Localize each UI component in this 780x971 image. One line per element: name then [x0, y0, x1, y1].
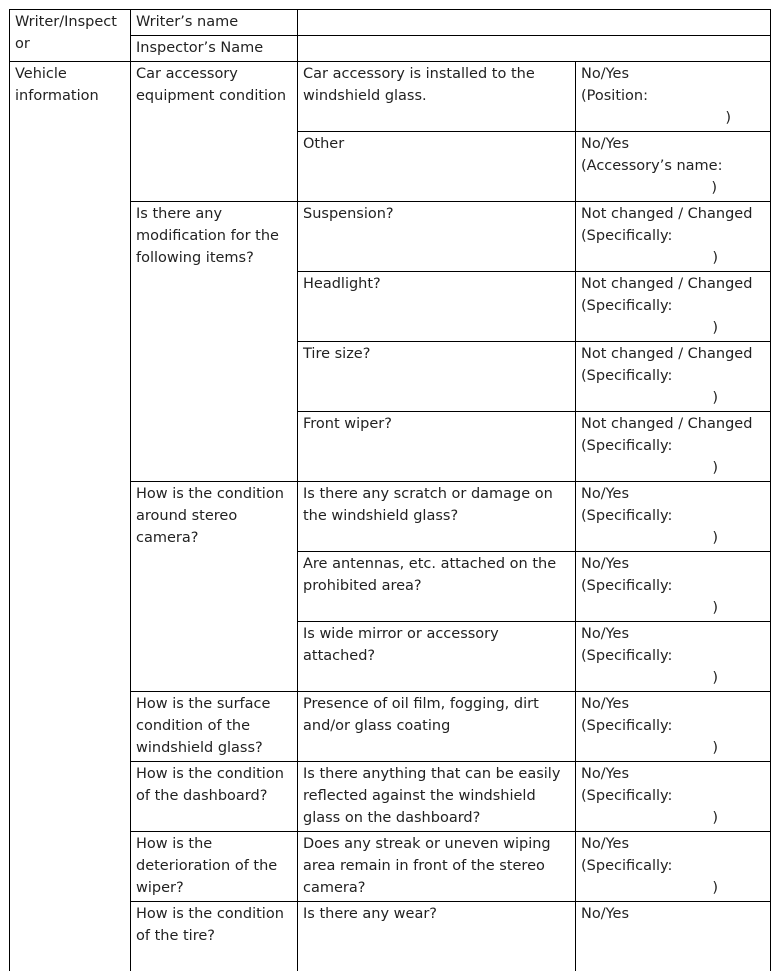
item-text: Does any streak or uneven wiping area remain in front of the stereo camera?	[298, 832, 576, 902]
answer-close: )	[581, 247, 765, 269]
answer-cell[interactable]	[576, 412, 771, 482]
answer-detail: (Accessory’s name:	[581, 155, 765, 177]
writer-name-field[interactable]	[298, 10, 771, 36]
item-text: Other	[298, 132, 576, 202]
answer-cell[interactable]	[576, 622, 771, 692]
item-text: Tire size?	[298, 342, 576, 412]
answer-options: Not changed / Changed	[581, 343, 765, 365]
answer-options: No/Yes	[581, 903, 765, 925]
answer-cell[interactable]	[576, 902, 771, 971]
item-text: Is wide mirror or accessory attached?	[298, 622, 576, 692]
item-text: Are antennas, etc. attached on the prohibited area?	[298, 552, 576, 622]
item-text: Presence of oil film, fogging, dirt and/or glass coating	[298, 692, 576, 762]
writer-row	[10, 10, 771, 36]
answer-close: )	[581, 527, 765, 549]
answer-detail: (Specifically:	[581, 715, 765, 737]
item-text: Car accessory is installed to the windshield glass.	[298, 62, 576, 132]
item-text: Front wiper?	[298, 412, 576, 482]
group-question: How is the condition around stereo camera?	[131, 482, 298, 692]
answer-close: )	[581, 317, 765, 339]
answer-options: No/Yes	[581, 553, 765, 575]
answer-cell[interactable]	[576, 692, 771, 762]
item-text: Is there any wear?	[298, 902, 576, 971]
group-question: Car accessory equipment condition	[131, 62, 298, 202]
group-question: How is the condition of the dashboard?	[131, 762, 298, 832]
answer-options: No/Yes	[581, 133, 765, 155]
answer-close: )	[581, 457, 765, 479]
section-label: Vehicle information	[10, 62, 131, 971]
answer-close: )	[581, 107, 765, 129]
item-text: Is there any scratch or damage on the windshield glass?	[298, 482, 576, 552]
answer-detail: (Specifically:	[581, 365, 765, 387]
answer-detail: (Position:	[581, 85, 765, 107]
answer-options: Not changed / Changed	[581, 203, 765, 225]
answer-cell[interactable]	[576, 342, 771, 412]
answer-close: )	[581, 737, 765, 759]
item-text: Headlight?	[298, 272, 576, 342]
answer-close: )	[581, 667, 765, 689]
answer-detail: (Specifically:	[581, 575, 765, 597]
answer-options: Not changed / Changed	[581, 413, 765, 435]
item-text: Is there anything that can be easily reflected against the windshield glass on the dashboard?	[298, 762, 576, 832]
answer-close: )	[581, 807, 765, 829]
answer-close: )	[581, 387, 765, 409]
answer-options: No/Yes	[581, 623, 765, 645]
role-label: Writer/Inspect or	[10, 10, 131, 62]
answer-close: )	[581, 177, 765, 199]
answer-options: No/Yes	[581, 763, 765, 785]
group-question: Is there any modification for the following items?	[131, 202, 298, 482]
answer-detail: (Specifically:	[581, 435, 765, 457]
answer-options: No/Yes	[581, 833, 765, 855]
group-question: How is the deterioration of the wiper?	[131, 832, 298, 902]
answer-detail: (Specifically:	[581, 645, 765, 667]
inspection-form-table	[9, 9, 771, 971]
answer-detail: (Specifically:	[581, 295, 765, 317]
answer-detail: (Specifically:	[581, 855, 765, 877]
group-question: How is the condition of the tire?	[131, 902, 298, 971]
answer-cell[interactable]	[576, 202, 771, 272]
answer-close: )	[581, 877, 765, 899]
answer-options: No/Yes	[581, 63, 765, 85]
answer-cell[interactable]	[576, 62, 771, 132]
answer-detail: (Specifically:	[581, 785, 765, 807]
answer-cell[interactable]	[576, 272, 771, 342]
inspector-name-label: Inspector’s Name	[131, 36, 298, 62]
answer-cell[interactable]	[576, 132, 771, 202]
answer-close: )	[581, 597, 765, 619]
answer-options: No/Yes	[581, 483, 765, 505]
answer-cell[interactable]	[576, 762, 771, 832]
answer-options: Not changed / Changed	[581, 273, 765, 295]
table-row	[10, 62, 771, 132]
answer-cell[interactable]	[576, 482, 771, 552]
group-question: How is the surface condition of the windshield glass?	[131, 692, 298, 762]
answer-cell[interactable]	[576, 832, 771, 902]
writer-name-label: Writer’s name	[131, 10, 298, 36]
answer-cell[interactable]	[576, 552, 771, 622]
inspector-name-field[interactable]	[298, 36, 771, 62]
answer-detail: (Specifically:	[581, 225, 765, 247]
answer-detail: (Specifically:	[581, 505, 765, 527]
answer-options: No/Yes	[581, 693, 765, 715]
item-text: Suspension?	[298, 202, 576, 272]
